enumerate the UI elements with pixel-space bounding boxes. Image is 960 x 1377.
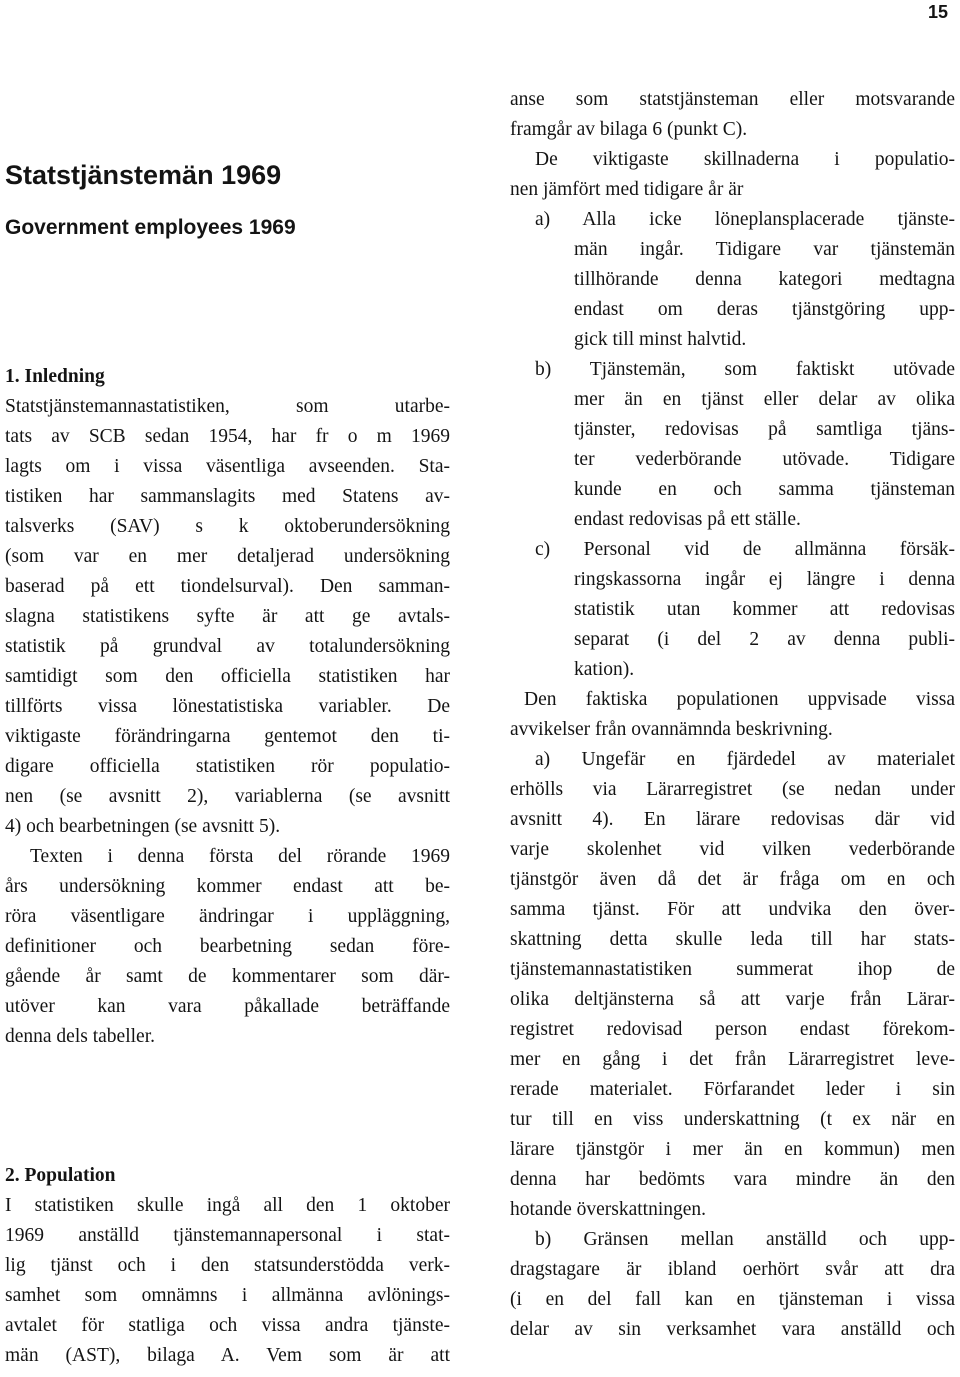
right-column: [510, 85, 955, 1345]
list-item-line: ringskassorna ingår ej längre i denna: [574, 569, 955, 590]
page-number: 15: [927, 2, 948, 22]
body-line: anse som statstjänsteman eller motsvarande: [510, 89, 955, 110]
body-line: varje skolenhet vid vilken vederbörande: [510, 839, 955, 860]
body-line: dragstagare är ibland oerhört svår att dra: [510, 1259, 955, 1280]
body-line: avtalet för statliga och vissa andra tjänste-: [5, 1315, 450, 1336]
section-2-heading: 2. Population: [5, 1165, 116, 1186]
page-title: Statstjänstemän 1969: [5, 160, 282, 190]
list-item-line: kunde en och samma tjänsteman: [574, 479, 955, 500]
body-line: erhölls via Lärarregistret (se nedan under: [510, 779, 955, 800]
body-line: slagna statistikens syfte är att ge avtals-: [5, 606, 450, 627]
list-item-line: mer än en tjänst eller delar av olika: [574, 389, 955, 410]
body-line: De viktigaste skillnaderna i populatio-: [535, 149, 955, 170]
list-item-line: b) Tjänstemän, som faktiskt utövade: [535, 359, 955, 380]
body-line: avvikelser från ovannämnda beskrivning.: [510, 719, 833, 740]
body-line: denna har bedömts vara mindre än den: [510, 1169, 955, 1190]
body-line: Texten i denna första del rörande 1969: [30, 846, 450, 867]
body-line: viktigaste förändringarna gentemot den ti-: [5, 726, 450, 747]
body-line: 1969 anställd tjänstemannapersonal i stat-: [5, 1225, 450, 1246]
body-line: talsverks (SAV) s k oktoberundersökning: [5, 516, 450, 537]
body-line: a) Ungefär en fjärdedel av materialet: [535, 749, 955, 770]
section-2: [5, 1161, 450, 1371]
body-line: digare officiella statistiken rör populatio-: [5, 756, 450, 777]
body-line: tistiken har sammanslagits med Statens av-: [5, 486, 450, 507]
body-line: olika deltjänsterna så att varje från Lärar-: [510, 989, 955, 1010]
list-item-line: ter vederbörande utövade. Tidigare: [574, 449, 955, 470]
body-line: tats av SCB sedan 1954, har fr o m 1969: [5, 426, 450, 447]
list-item-line: gick till minst halvtid.: [574, 329, 747, 350]
body-line: denna dels tabeller.: [5, 1026, 155, 1047]
body-line: lärare tjänstgör i mer än en kommun) men: [510, 1139, 955, 1160]
list-item-line: a) Alla icke löneplansplacerade tjänste-: [535, 209, 955, 230]
body-line: tjänstemannastatistiken summerat ihop de: [510, 959, 955, 980]
body-line: (i en del fall kan en tjänsteman i vissa: [510, 1289, 955, 1310]
body-line: tillförts vissa lönestatistiska variabler. De: [5, 696, 450, 717]
body-line: delar av sin verksamhet vara anställd och: [510, 1319, 955, 1340]
body-line: registret redovisad person endast förekom-: [510, 1019, 955, 1040]
body-line: års undersökning kommer endast att be-: [5, 876, 450, 897]
list-item-line: tillhörande denna kategori medtagna: [574, 269, 955, 290]
body-line: b) Gränsen mellan anställd och upp-: [535, 1229, 955, 1250]
list-item-line: separat (i del 2 av denna publi-: [574, 629, 955, 650]
body-line: rerade materialet. Förfarandet leder i sin: [510, 1079, 955, 1100]
list-item-line: endast redovisas på ett ställe.: [574, 509, 801, 530]
body-line: gående år samt de kommentarer som där-: [5, 966, 450, 987]
body-line: nen (se avsnitt 2), variablerna (se avsnitt: [5, 786, 450, 807]
body-line: hotande överskattningen.: [510, 1199, 707, 1220]
body-line: samma tjänst. För att undvika den över-: [510, 899, 955, 920]
body-line: tjänstgör även då det är fråga om en och: [510, 869, 955, 890]
body-line: skattning detta skulle leda till har stats-: [510, 929, 955, 950]
body-line: statistik på grundval av totalundersökning: [5, 636, 450, 657]
body-line: framgår av bilaga 6 (punkt C).: [510, 119, 748, 140]
body-line: män (AST), bilaga A. Vem som är att: [5, 1345, 450, 1366]
list-item-line: tjänster, redovisas på samtliga tjäns-: [574, 419, 955, 440]
list-item-line: endast om deras tjänstgöring upp-: [574, 299, 955, 320]
body-line: avsnitt 4). En lärare redovisas där vid: [510, 809, 955, 830]
body-line: Den faktiska populationen uppvisade vissa: [524, 689, 955, 710]
list-item-line: c) Personal vid de allmänna försäk-: [535, 539, 955, 560]
body-line: 4) och bearbetningen (se avsnitt 5).: [5, 816, 281, 837]
body-line: nen jämfört med tidigare år är: [510, 179, 744, 200]
page-subtitle: Government employees 1969: [5, 216, 296, 239]
body-line: baserad på ett tiondelsurval). Den samman-: [5, 576, 450, 597]
list-item-line: statistik utan kommer att redovisas: [574, 599, 955, 620]
body-line: definitioner och bearbetning sedan före-: [5, 936, 450, 957]
body-line: Statstjänstemannastatistiken, som utarbe-: [5, 396, 450, 417]
list-item-line: män ingår. Tidigare var tjänstemän: [574, 239, 955, 260]
body-line: samhet som omnämns i allmänna avlönings-: [5, 1285, 450, 1306]
body-line: mer en gång i det från Lärarregistret leve-: [510, 1049, 955, 1070]
body-line: I statistiken skulle ingå all den 1 oktober: [5, 1195, 450, 1216]
body-line: (som var en mer detaljerad undersökning: [5, 546, 450, 567]
body-line: lagts om i vissa väsentliga avseenden. Sta-: [5, 456, 450, 477]
body-line: lig tjänst och i den statsunderstödda verk-: [5, 1255, 450, 1276]
body-line: samtidigt som den officiella statistiken har: [5, 666, 450, 687]
body-line: tur till en viss underskattning (t ex när en: [510, 1109, 955, 1130]
body-line: röra väsentligare ändringar i uppläggning,: [5, 906, 450, 927]
section-1: [5, 362, 450, 1052]
body-line: utöver kan vara påkallade beträffande: [5, 996, 450, 1017]
list-item-line: kation).: [574, 659, 635, 680]
section-1-heading: 1. Inledning: [5, 366, 105, 387]
